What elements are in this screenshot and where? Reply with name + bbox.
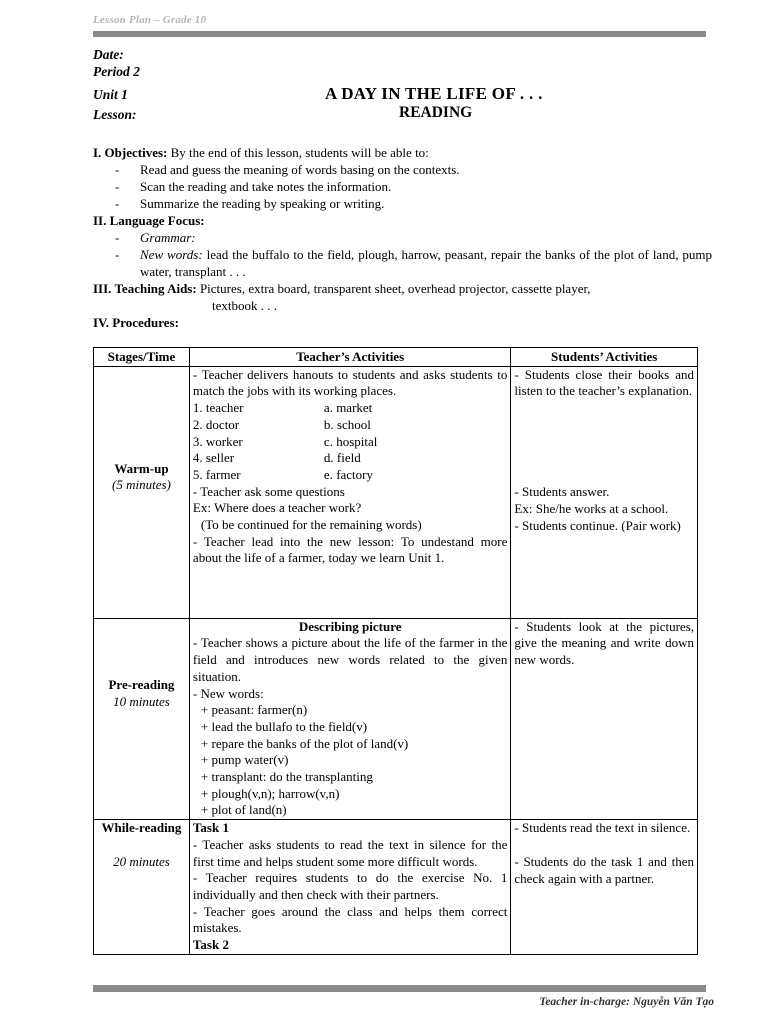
student-activities-cell xyxy=(511,618,698,819)
teacher-activity: - New words: xyxy=(192,685,264,701)
new-word-item: + lead the bullafo to the field(v) xyxy=(200,718,368,734)
objectives-heading: I. Objectives: xyxy=(93,145,168,160)
bullet-dash: - xyxy=(115,196,120,211)
teaching-aids-line xyxy=(93,280,713,297)
student-activity: - Students read the text in silence. xyxy=(514,820,691,836)
stage-cell xyxy=(94,820,190,955)
bullet-dash: - xyxy=(115,179,120,194)
table-row xyxy=(94,820,698,955)
objective-item: Read and guess the meaning of words basing on the contexts. xyxy=(140,162,460,177)
new-word-item: + repare the banks of the plot of land(v) xyxy=(200,735,409,751)
header-title: Lesson Plan – Grade 10 xyxy=(93,14,207,26)
table-row xyxy=(94,366,698,618)
bullet-dash: - xyxy=(115,162,120,177)
teacher-activities-cell xyxy=(189,366,510,618)
period-label: Period 2 xyxy=(93,64,140,79)
teacher-activity: - Teacher goes around the class and helps them correct mistakes. xyxy=(192,903,508,936)
new-word-item: + transplant: do the transplanting xyxy=(200,769,373,785)
new-words-item xyxy=(140,246,712,280)
table-header-row xyxy=(94,348,698,367)
new-word-item: + plough(v,n); harrow(v,n) xyxy=(200,785,340,801)
footer-signature: Teacher in-charge: Nguyễn Văn Tạo xyxy=(539,996,714,1008)
student-activity: Ex: She/he works at a school. xyxy=(514,500,669,516)
student-activities-cell xyxy=(511,366,698,618)
match-pair: 5. farmer e. factory xyxy=(192,466,374,482)
bullet-dash: - xyxy=(115,247,120,262)
teacher-activity: - Teacher delivers hanouts to students and asks students to match the jobs with its working places. xyxy=(192,366,508,399)
teacher-activities-cell xyxy=(189,820,510,955)
teacher-activity: - Teacher shows a picture about the life of the farmer in the field and introduces new words related to the given situation. xyxy=(192,635,508,684)
new-words-text: lead the buffalo to the field, plough, harrow, peasant, repair the banks of the plot of land, pump water, transplant . . . xyxy=(140,247,713,279)
student-activity: - Students continue. (Pair work) xyxy=(514,517,681,533)
stage-time: (5 minutes) xyxy=(112,477,171,493)
stage-name: While-reading xyxy=(101,820,182,836)
stage-time: 20 minutes xyxy=(113,853,170,869)
student-activity: - Students close their books and listen to the teacher’s explanation. xyxy=(514,366,694,399)
new-word-item: + pump water(v) xyxy=(200,752,289,768)
student-activities-cell xyxy=(511,820,698,955)
teacher-activity: - Teacher asks students to read the text in silence for the first time and helps student some more difficult words. xyxy=(192,836,508,869)
teaching-aids-heading: III. Teaching Aids: xyxy=(93,281,197,296)
top-rule xyxy=(93,31,706,37)
teaching-aids-text-cont: textbook . . . xyxy=(212,298,277,313)
page-subtitle: READING xyxy=(399,104,473,121)
objectives-intro: By the end of this lesson, students will be able to: xyxy=(167,145,429,160)
objective-item: Scan the reading and take notes the information. xyxy=(140,179,392,194)
task-label: Task 1 xyxy=(192,820,229,836)
date-label: Date: xyxy=(93,47,124,62)
match-pair: 4. seller d. field xyxy=(192,450,361,466)
teacher-activity: - Teacher requires students to do the exercise No. 1 individually and then check with their partners. xyxy=(192,870,508,902)
stage-time: 10 minutes xyxy=(113,693,170,709)
objective-item: Summarize the reading by speaking or writing. xyxy=(140,196,385,211)
new-words-label: New words: xyxy=(140,247,203,262)
match-pair: 1. teacher a. market xyxy=(192,400,373,416)
teacher-activity: - Teacher lead into the new lesson: To undestand more about the life of a farmer, today we learn Unit 1. xyxy=(192,533,508,566)
col-header-stages: Stages/Time xyxy=(94,348,190,367)
stage-cell xyxy=(94,618,190,819)
bottom-rule xyxy=(93,985,706,992)
teacher-activity: Ex: Where does a teacher work? xyxy=(192,500,362,516)
student-activity: - Students answer. xyxy=(514,484,610,500)
activity-heading: Describing picture xyxy=(298,618,402,634)
table-row xyxy=(94,618,698,819)
new-word-item: + peasant: farmer(n) xyxy=(200,702,308,718)
match-pair: 2. doctor b. school xyxy=(192,416,371,432)
new-word-item: + plot of land(n) xyxy=(200,802,287,818)
col-header-teacher: Teacher’s Activities xyxy=(189,348,510,367)
task-label: Task 2 xyxy=(192,937,229,953)
teaching-aids-text: Pictures, extra board, transparent sheet, overhead projector, cassette player, xyxy=(196,281,591,296)
objectives-line xyxy=(93,144,713,161)
stage-name: Pre-reading xyxy=(108,677,175,693)
teacher-activities-cell xyxy=(189,618,510,819)
unit-label: Unit 1 xyxy=(93,87,128,102)
match-pair: 3. worker c. hospital xyxy=(192,433,378,449)
bullet-dash: - xyxy=(115,230,120,245)
lesson-label: Lesson: xyxy=(93,107,137,122)
stage-name: Warm-up xyxy=(114,460,169,476)
student-activity: - Students do the task 1 and then check again with a partner. xyxy=(514,853,694,886)
student-activity: - Students look at the pictures, give the meaning and write down new words. xyxy=(514,618,694,668)
grammar-label: Grammar: xyxy=(140,230,196,245)
page-title: A DAY IN THE LIFE OF . . . xyxy=(325,84,543,103)
procedures-heading: IV. Procedures: xyxy=(93,315,179,330)
col-header-students: Students’ Activities xyxy=(511,348,698,367)
language-focus-heading: II. Language Focus: xyxy=(93,213,205,228)
procedures-table xyxy=(93,347,698,955)
teacher-activity: - Teacher ask some questions xyxy=(192,483,345,499)
stage-cell xyxy=(94,366,190,618)
teacher-activity: (To be continued for the remaining words) xyxy=(200,517,422,533)
